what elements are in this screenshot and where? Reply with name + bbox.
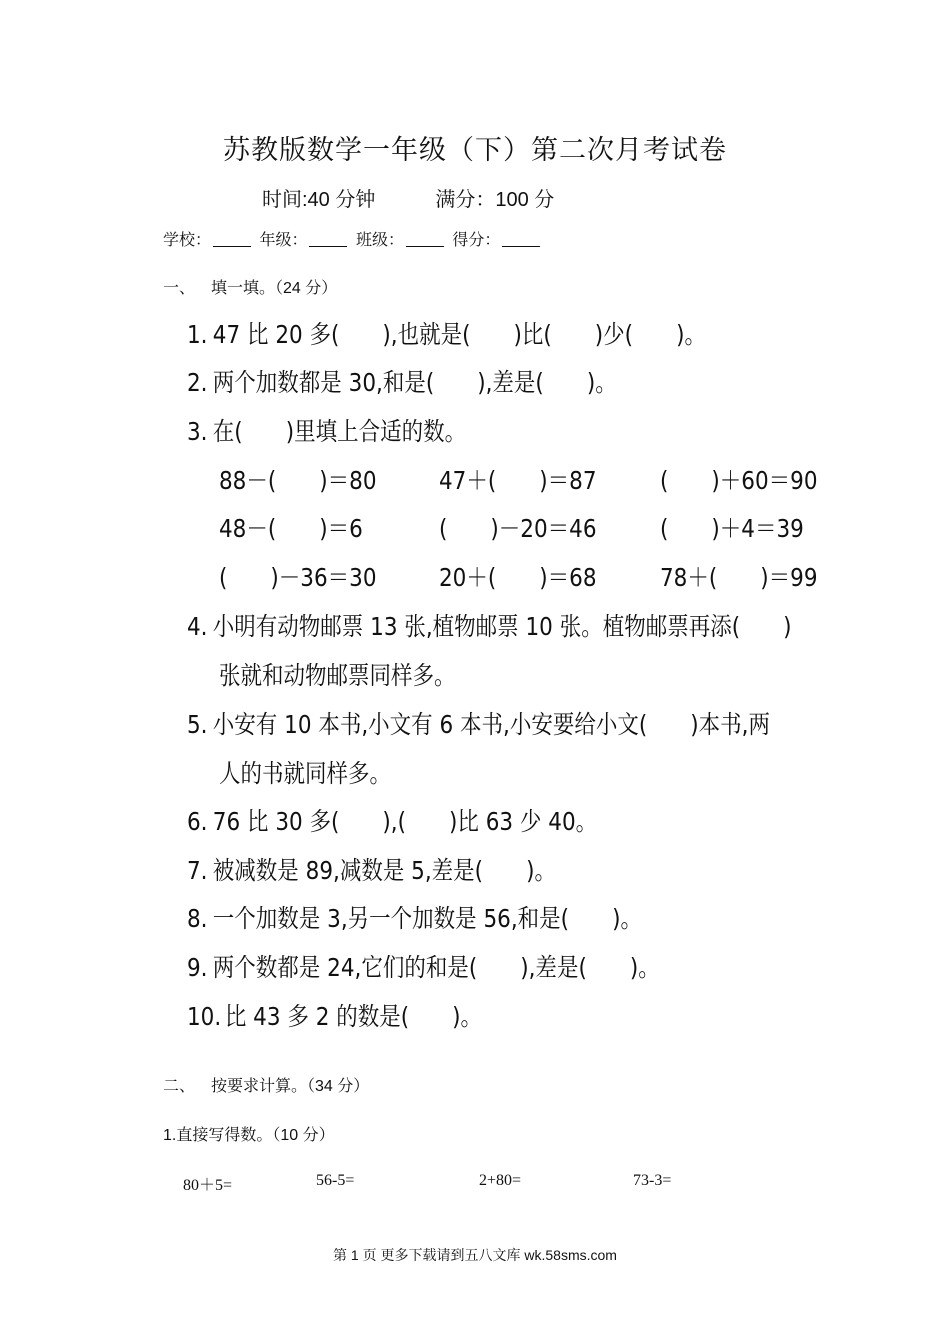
question-1 <box>187 315 706 351</box>
equation-3-1: ( )－36＝30 <box>219 563 377 592</box>
equation-2-1: 48－( )＝6 <box>219 514 363 543</box>
question-7 <box>187 851 556 887</box>
question-5-continuation: 人的书就同样多。 <box>219 759 392 788</box>
question-text: 在( )里填上合适的数。 <box>212 417 467 446</box>
points-label: 得分： <box>452 232 501 249</box>
calc-item-2: 56-5= <box>316 1172 355 1189</box>
class-blank[interactable] <box>406 246 444 247</box>
calc-item-4: 73-3= <box>633 1172 672 1189</box>
question-text: 47 比 20 多( ),也就是( )比( )少( )。 <box>212 320 706 349</box>
question-text: 两个数都是 24,它们的和是( ),差是( )。 <box>212 953 660 982</box>
question-text: 被减数是 89,减数是 5,差是( )。 <box>212 856 556 885</box>
question-5 <box>187 705 770 741</box>
section-2-title: 按要求计算。（34 分） <box>211 1078 370 1095</box>
question-text: 76 比 30 多( ),( )比 63 少 40。 <box>212 807 598 836</box>
question-number: 9. <box>187 953 208 982</box>
question-number: 10. <box>187 1002 222 1031</box>
equation-3-3: 78＋( )＝99 <box>660 563 818 592</box>
full-score: 满分：100 分 <box>435 189 555 211</box>
question-number: 7. <box>187 856 208 885</box>
question-number: 5. <box>187 710 208 739</box>
school-label: 学校： <box>163 232 212 249</box>
school-blank[interactable] <box>213 246 251 247</box>
equation-1-3: ( )＋60＝90 <box>660 466 818 495</box>
question-9 <box>187 948 660 984</box>
grade-blank[interactable] <box>309 246 347 247</box>
page-footer: 第 1 页 更多下载请到五八文库 wk.58sms.com <box>333 1247 617 1263</box>
question-text: 小安有 10 本书,小文有 6 本书,小安要给小文( )本书,两 <box>212 710 770 739</box>
question-6 <box>187 802 597 838</box>
question-number: 4. <box>187 612 208 641</box>
equation-2-2: ( )－20＝46 <box>439 514 597 543</box>
section-1-heading <box>163 275 337 298</box>
calc-item-3: 2+80= <box>479 1172 522 1189</box>
question-8 <box>187 899 642 935</box>
exam-meta <box>262 183 554 212</box>
question-text: 一个加数是 3,另一个加数是 56,和是( )。 <box>212 904 642 933</box>
question-3 <box>187 412 466 448</box>
question-text: 比 43 多 2 的数是( )。 <box>224 1002 482 1031</box>
question-number: 2. <box>187 368 208 397</box>
subsection-1-title: 1.直接写得数。（10 分） <box>163 1127 335 1144</box>
equation-1-1: 88－( )＝80 <box>219 466 377 495</box>
section-1-number: 一、 <box>163 280 196 297</box>
student-info-row <box>163 227 544 250</box>
grade-label: 年级： <box>259 232 308 249</box>
question-number: 6. <box>187 807 208 836</box>
section-2-heading <box>163 1073 369 1096</box>
points-blank[interactable] <box>502 246 540 247</box>
section-2-number: 二、 <box>163 1078 196 1095</box>
question-number: 8. <box>187 904 208 933</box>
question-4 <box>187 607 791 643</box>
question-10 <box>187 997 482 1033</box>
question-2 <box>187 363 617 399</box>
time-limit: 时间:40 分钟 <box>262 189 376 211</box>
equation-2-3: ( )＋4＝39 <box>660 514 804 543</box>
equation-1-2: 47＋( )＝87 <box>439 466 597 495</box>
question-number: 1. <box>187 320 208 349</box>
question-4-continuation: 张就和动物邮票同样多。 <box>219 661 456 690</box>
question-text: 小明有动物邮票 13 张,植物邮票 10 张。植物邮票再添( ) <box>212 612 792 641</box>
question-text: 两个加数都是 30,和是( ),差是( )。 <box>212 368 617 397</box>
equation-3-2: 20＋( )＝68 <box>439 563 597 592</box>
page-title: 苏教版数学一年级（下）第二次月考试卷 <box>223 135 727 166</box>
section-1-title: 填一填。（24 分） <box>211 280 338 297</box>
question-number: 3. <box>187 417 208 446</box>
calc-item-1: 80＋5= <box>183 1177 233 1194</box>
class-label: 班级： <box>355 232 404 249</box>
